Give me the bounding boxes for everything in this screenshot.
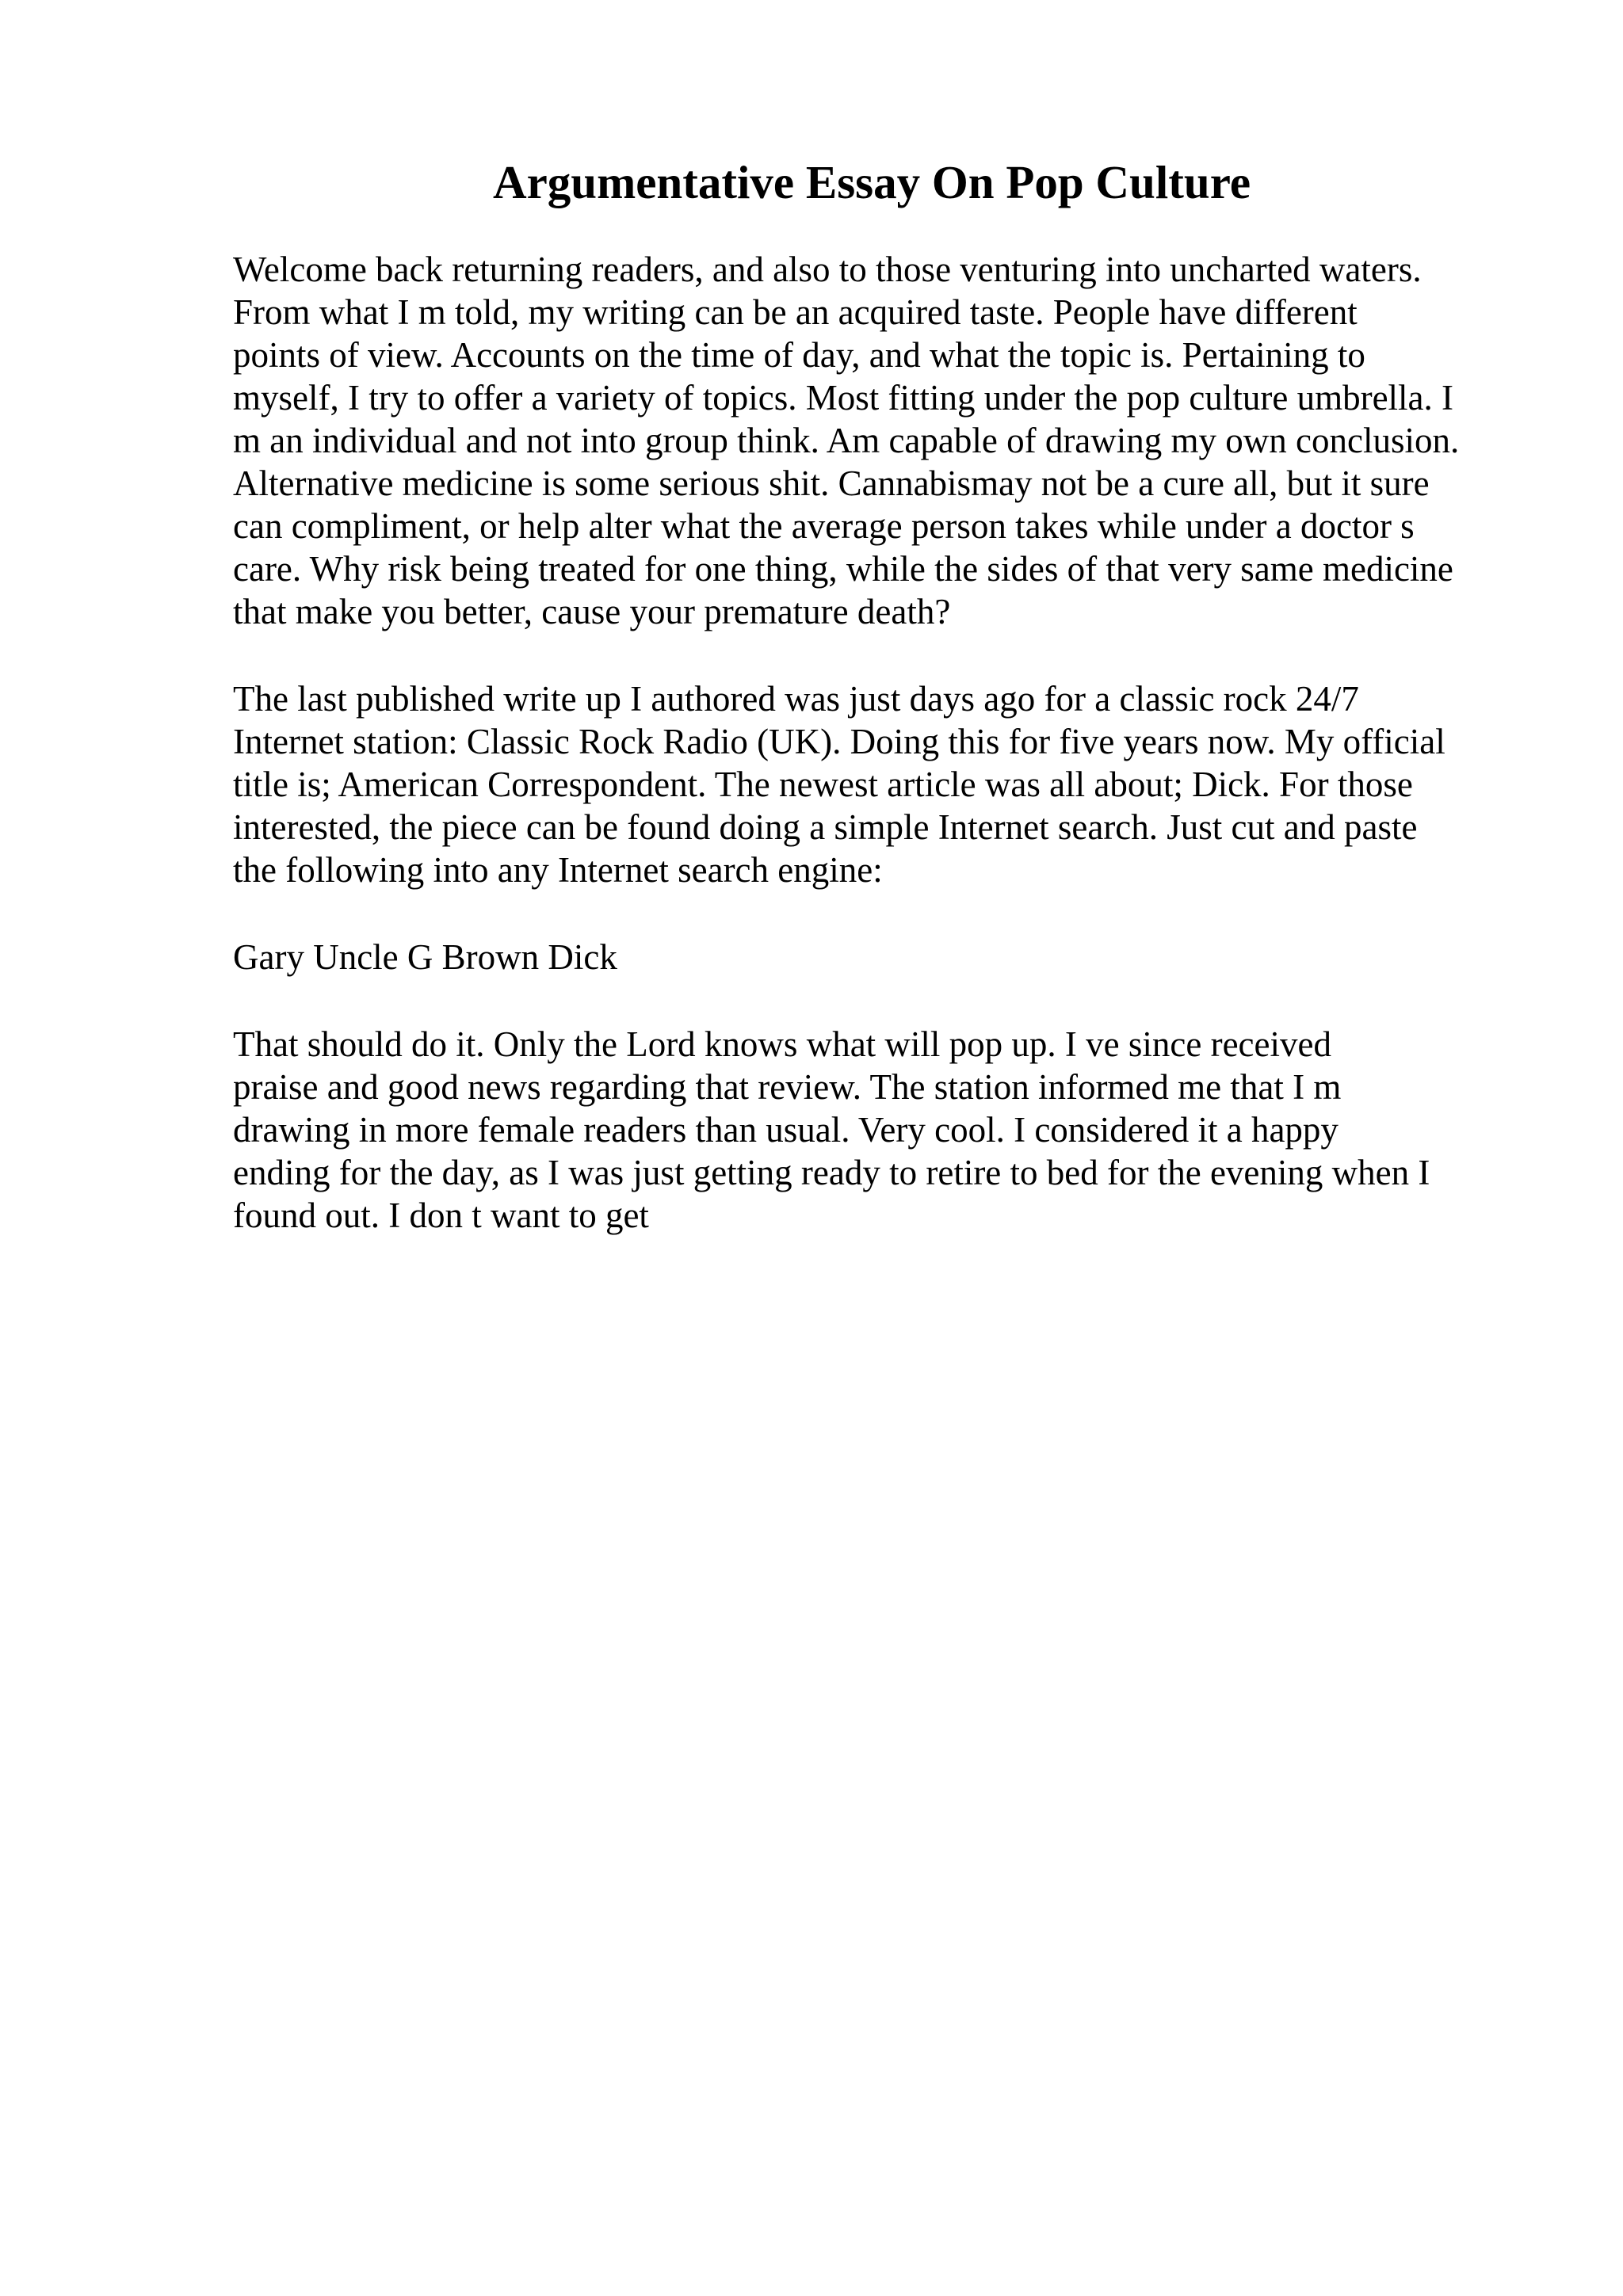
document-title: Argumentative Essay On Pop Culture [492,156,1251,208]
paragraph-1-line-6: Alternative medicine is some serious shit. Cannabismay not be a cure all, but it sure [233,463,1430,503]
paragraph-4-line-1: That should do it. Only the Lord knows what will pop up. I ve since received [233,1024,1331,1064]
paragraph-2-line-5: the following into any Internet search engine: [233,850,883,890]
paragraph-1-line-3: points of view. Accounts on the time of day, and what the topic is. Pertaining to [233,335,1365,375]
paragraph-1-line-7: can compliment, or help alter what the average person takes while under a doctor s [233,506,1415,546]
paragraph-4-line-2: praise and good news regarding that review. The station informed me that I m [233,1067,1342,1107]
paragraph-1-line-8: care. Why risk being treated for one thing, while the sides of that very same medicine [233,549,1453,589]
paragraph-2-line-3: title is; American Correspondent. The newest article was all about; Dick. For those [233,765,1413,804]
paragraph-2-line-4: interested, the piece can be found doing a simple Internet search. Just cut and paste [233,807,1418,847]
paragraph-4-line-5: found out. I don t want to get [233,1196,649,1235]
paragraph-1-line-9: that make you better, cause your premature death? [233,592,951,631]
paragraph-4-line-4: ending for the day, as I was just getting ready to retire to bed for the evening when I [233,1153,1430,1192]
paragraph-2-line-2: Internet station: Classic Rock Radio (UK). Doing this for five years now. My official [233,722,1445,761]
paragraph-1-line-5: m an individual and not into group think. Am capable of drawing my own conclusion. [233,421,1460,460]
paragraph-1-line-4: myself, I try to offer a variety of topics. Most fitting under the pop culture umbrella. I [233,378,1454,418]
paragraph-2-line-1: The last published write up I authored was just days ago for a classic rock 24/7 [233,679,1359,719]
paragraph-4-line-3: drawing in more female readers than usual. Very cool. I considered it a happy [233,1110,1338,1150]
paragraph-1-line-1: Welcome back returning readers, and also to those venturing into uncharted waters. [233,250,1422,289]
paragraph-3-line-1: Gary Uncle G Brown Dick [233,937,617,977]
paragraph-1-line-2: From what I m told, my writing can be an acquired taste. People have different [233,292,1358,332]
